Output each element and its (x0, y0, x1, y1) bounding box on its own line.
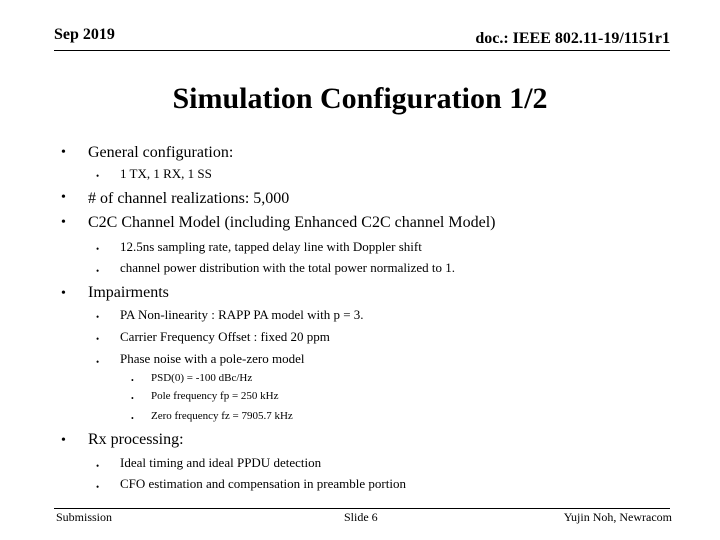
sub-sub-bullet-pole-frequency: Pole frequency fp = 250 kHz (151, 390, 279, 402)
bullet-dot: • (96, 357, 100, 367)
sub-bullet-power-distribution: channel power distribution with the total power normalized to 1. (120, 260, 456, 275)
bullet-dot: • (96, 266, 100, 276)
sub-bullet-ideal-timing: Ideal timing and ideal PPDU detection (120, 455, 322, 470)
bullet-dot: • (131, 376, 134, 385)
bullet-dot: • (96, 334, 100, 344)
header-date: Sep 2019 (54, 26, 115, 43)
bullet-dot: • (96, 244, 100, 254)
bullet-general-configuration: General configuration: (88, 144, 234, 161)
sub-sub-bullet-psd: PSD(0) = -100 dBc/Hz (151, 372, 253, 384)
sub-bullet-cfo-estimation: CFO estimation and compensation in preamble portion (120, 476, 406, 491)
bullet-dot: • (96, 461, 100, 471)
bullet-dot: • (61, 190, 66, 205)
slide-title: Simulation Configuration 1/2 (172, 82, 548, 115)
footer-divider (54, 508, 670, 509)
bullet-dot: • (61, 433, 66, 448)
footer-author: Yujin Noh, Newracom (563, 510, 672, 524)
bullet-dot: • (61, 286, 66, 301)
footer-slide-number: Slide 6 (344, 510, 378, 524)
sub-bullet-carrier-frequency-offset: Carrier Frequency Offset : fixed 20 ppm (120, 329, 330, 344)
bullet-dot: • (131, 414, 134, 423)
bullet-dot: • (96, 482, 100, 492)
header-divider (54, 50, 670, 51)
bullet-dot: • (131, 394, 134, 403)
bullet-dot: • (96, 312, 100, 322)
bullet-dot: • (61, 215, 66, 230)
bullet-channel-realizations: # of channel realizations: 5,000 (88, 190, 290, 207)
sub-bullet-pa-nonlinearity: PA Non-linearity : RAPP PA model with p = 3. (120, 307, 364, 322)
bullet-impairments: Impairments (88, 284, 169, 301)
sub-bullet-phase-noise: Phase noise with a pole-zero model (120, 351, 305, 366)
sub-bullet-tx-rx-ss: 1 TX, 1 RX, 1 SS (120, 166, 212, 181)
footer-submission: Submission (56, 510, 113, 524)
bullet-dot: • (96, 171, 100, 181)
bullet-c2c-channel-model: C2C Channel Model (including Enhanced C2C channel Model) (88, 214, 496, 231)
sub-sub-bullet-zero-frequency: Zero frequency fz = 7905.7 kHz (151, 410, 293, 422)
header-doc-id: doc.: IEEE 802.11-19/1151r1 (475, 30, 670, 47)
sub-bullet-sampling-rate: 12.5ns sampling rate, tapped delay line with Doppler shift (120, 239, 422, 254)
bullet-dot: • (61, 145, 66, 160)
bullet-rx-processing: Rx processing: (88, 431, 184, 448)
